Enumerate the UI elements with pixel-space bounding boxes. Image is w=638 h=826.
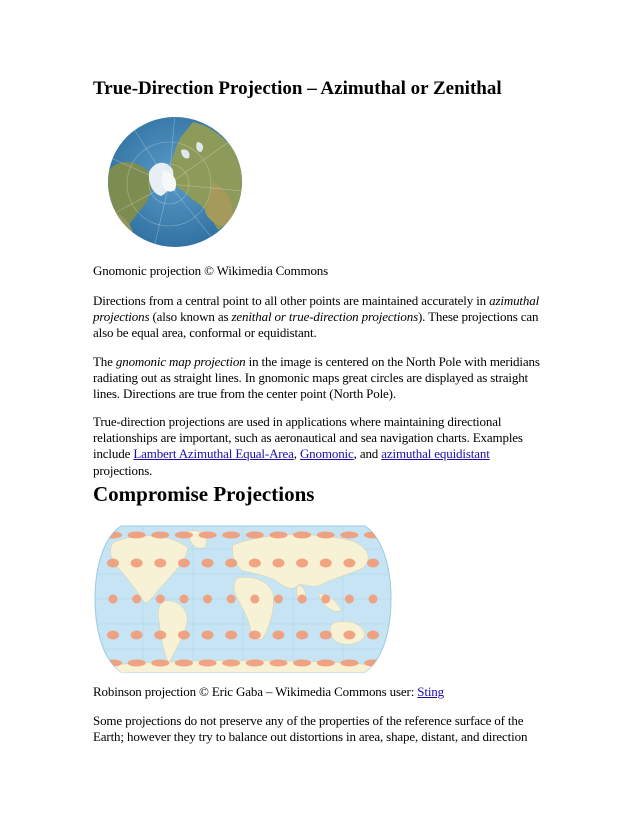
paragraph-line: Some projections do not preserve any of the properties of the reference surface of the (93, 713, 524, 728)
paragraph-line (93, 354, 543, 370)
tissot-ellipse (107, 631, 119, 640)
tissot-ellipse (296, 631, 308, 640)
tissot-ellipse (269, 660, 287, 667)
text-run: Directions from a central point to all other points are maintained accurately in (93, 293, 490, 308)
tissot-ellipse (154, 631, 166, 640)
robinson-caption (93, 684, 543, 700)
tissot-ellipse (128, 660, 146, 667)
tissot-ellipse (340, 532, 358, 539)
caption-text: Robinson projection © Eric Gaba – Wikimedia Commons user: (93, 684, 418, 699)
italic-text: zenithal or true-direction projections (231, 309, 418, 325)
paragraph-line: radiating out as straight lines. In gnomonic maps great circles are displayed as straight (93, 370, 529, 386)
tissot-ellipse (343, 631, 355, 640)
tissot-ellipse (317, 660, 335, 667)
tissot-ellipse (367, 559, 379, 568)
tissot-ellipse (298, 595, 307, 604)
italic-text: gnomonic map projection (115, 354, 246, 369)
paragraph-line: projections. (93, 462, 153, 478)
text-run: (also known as (149, 309, 232, 325)
tissot-ellipse (249, 559, 261, 568)
tissot-ellipse (321, 595, 330, 604)
link-lambert-azimuthal[interactable]: Lambert Azimuthal Equal-Area (133, 446, 294, 462)
paragraph-line: Earth; however they try to balance out distortions in area, shape, distant, and direction (93, 729, 528, 745)
paragraph-line (93, 684, 543, 700)
tissot-ellipse (250, 595, 259, 604)
paragraph-applications (93, 414, 543, 479)
link-azimuthal-equidistant[interactable]: azimuthal equidistant (381, 446, 490, 462)
tissot-ellipse (293, 532, 311, 539)
tissot-ellipse (225, 631, 237, 640)
tissot-ellipse (203, 595, 212, 604)
tissot-ellipse (202, 631, 214, 640)
tissot-ellipse (107, 559, 119, 568)
section-heading-true-direction: True-Direction Projection – Azimuthal or Zenithal (93, 78, 502, 99)
text-run: , and (353, 446, 382, 462)
paragraph-line: also be equal area, conformal or equidistant. (93, 325, 317, 341)
tissot-ellipse (272, 559, 284, 568)
section-heading-compromise: Compromise Projections (93, 482, 315, 506)
tissot-ellipse (249, 631, 261, 640)
tissot-ellipse (179, 595, 188, 604)
tissot-ellipse (178, 559, 190, 568)
tissot-ellipse (178, 631, 190, 640)
link-gnomonic[interactable]: Gnomonic (299, 446, 354, 462)
gnomonic-caption (93, 263, 543, 279)
tissot-ellipse (296, 559, 308, 568)
paragraph-compromise (93, 713, 543, 745)
paragraph-gnomonic (93, 354, 543, 403)
tissot-ellipse (225, 559, 237, 568)
tissot-ellipse (274, 595, 283, 604)
tissot-ellipse (222, 532, 240, 539)
tissot-ellipse (272, 631, 284, 640)
tissot-ellipse (128, 532, 146, 539)
tissot-ellipse (156, 595, 165, 604)
tissot-ellipse (151, 660, 169, 667)
text-run: The (93, 354, 116, 369)
tissot-ellipse (222, 660, 240, 667)
paragraph-line (93, 293, 543, 309)
paragraph-line: relationships are important, such as aeronautical and sea navigation charts. Examples (93, 430, 523, 446)
tissot-ellipse (343, 559, 355, 568)
italic-text: projections (93, 309, 150, 325)
tissot-ellipse (367, 631, 379, 640)
tissot-ellipse (320, 559, 332, 568)
tissot-ellipse (175, 532, 193, 539)
tissot-ellipse (151, 532, 169, 539)
tissot-ellipse (227, 595, 236, 604)
paragraph-line (93, 309, 543, 325)
tissot-ellipse (369, 595, 378, 604)
tissot-ellipse (246, 660, 264, 667)
tissot-ellipse (269, 532, 287, 539)
paragraph-line (93, 446, 543, 462)
tissot-ellipse (132, 595, 141, 604)
tissot-ellipse (175, 660, 193, 667)
text-run: , (293, 446, 300, 462)
paragraph-azimuthal (93, 293, 543, 342)
tissot-ellipse (246, 532, 264, 539)
tissot-ellipse (293, 660, 311, 667)
paragraph-line: lines. Directions are true from the center point (North Pole). (93, 386, 396, 402)
tissot-ellipse (340, 660, 358, 667)
text-run: ). These projections can (417, 309, 539, 325)
tissot-ellipse (199, 532, 217, 539)
paragraph-line: True-direction projections are used in applications where maintaining directional (93, 414, 502, 429)
tissot-ellipse (317, 532, 335, 539)
italic-text: azimuthal (489, 293, 540, 308)
tissot-ellipse (320, 631, 332, 640)
robinson-projection-image (93, 523, 393, 675)
tissot-ellipse (131, 559, 143, 568)
tissot-ellipse (154, 559, 166, 568)
tissot-ellipse (345, 595, 354, 604)
caption-text: Gnomonic projection © Wikimedia Commons (93, 263, 329, 278)
tissot-ellipse (199, 660, 217, 667)
tissot-ellipse (109, 595, 118, 604)
tissot-ellipse (131, 631, 143, 640)
gnomonic-projection-image (93, 112, 253, 252)
text-run: include (93, 446, 134, 462)
link-sting[interactable]: Sting (417, 684, 444, 699)
text-run: in the image is centered on the North Pole with meridians (245, 354, 540, 369)
tissot-ellipse (202, 559, 214, 568)
